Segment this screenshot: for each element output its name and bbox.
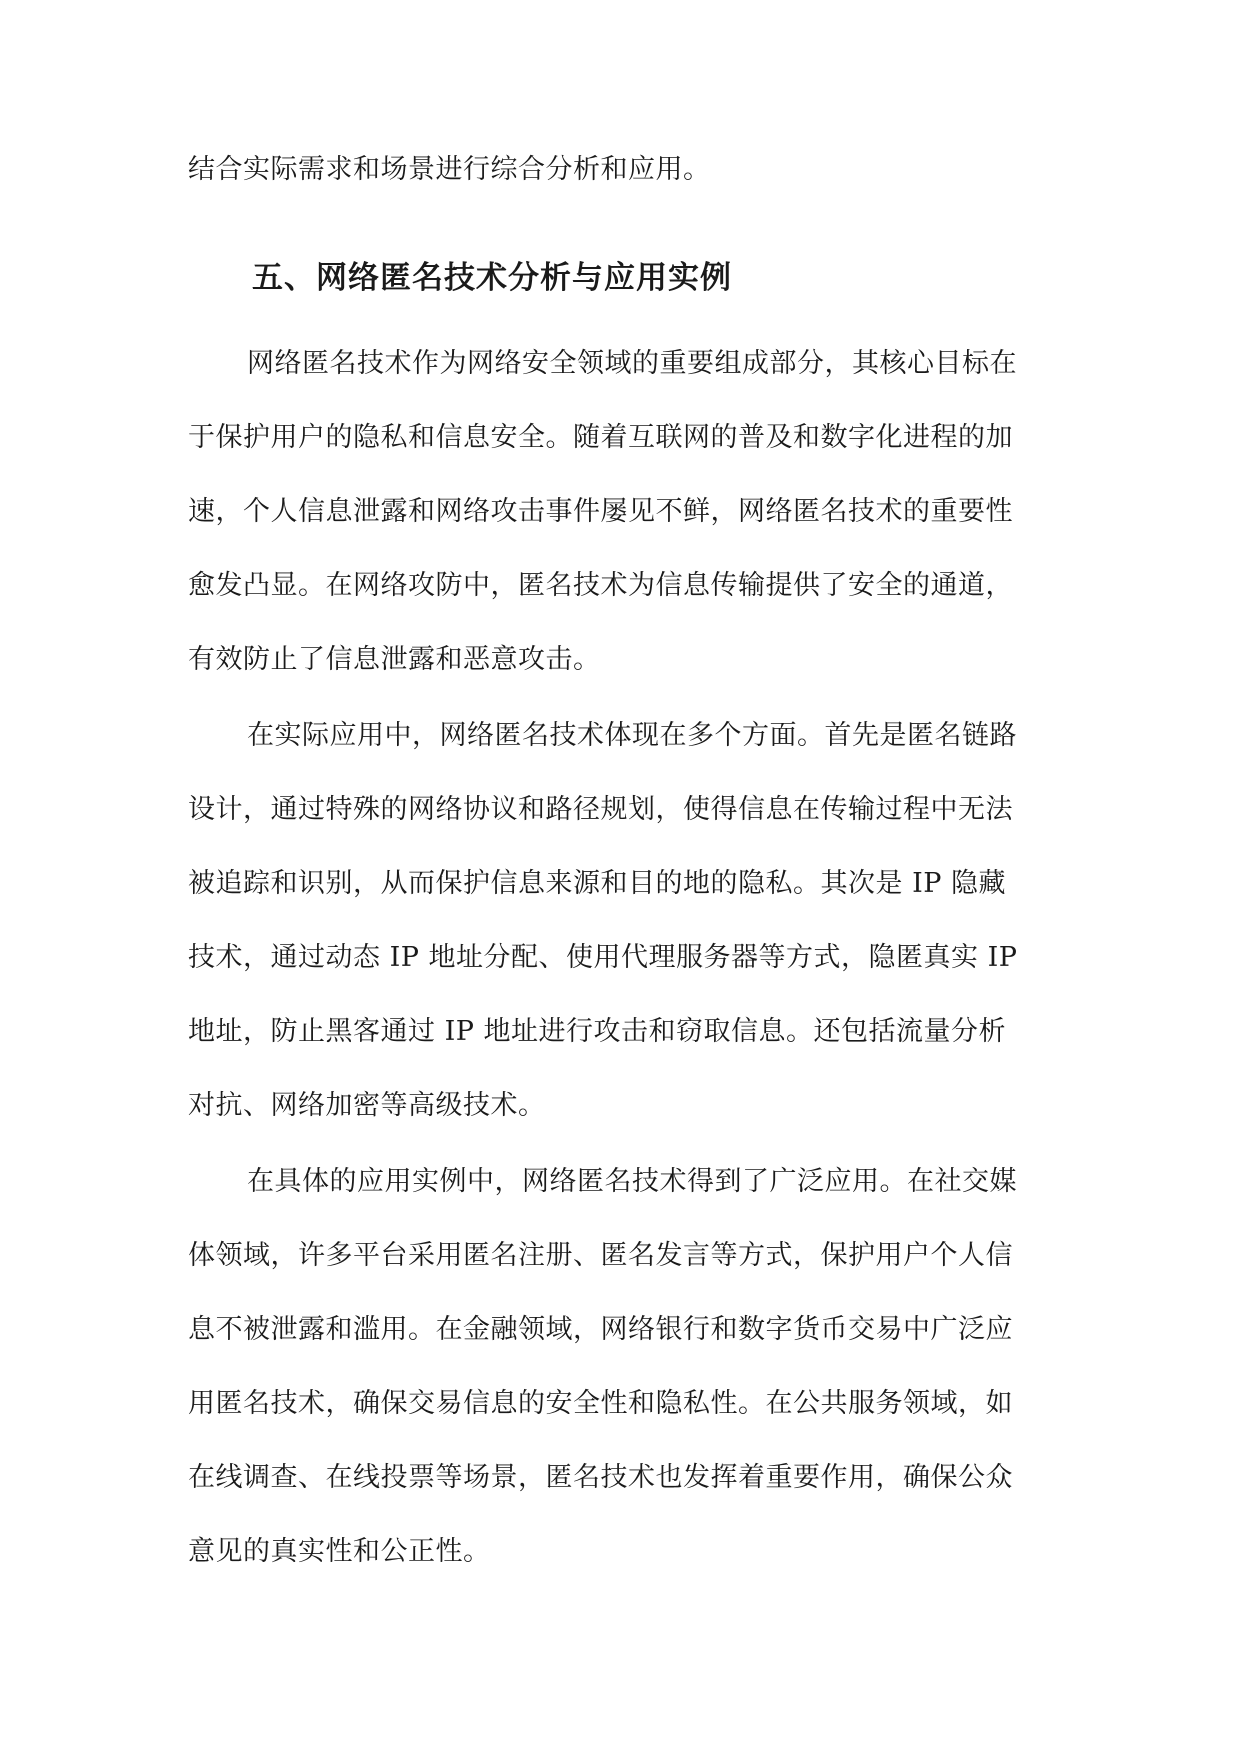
paragraph-line: 在线调查、在线投票等场景，匿名技术也发挥着重要作用，确保公众 [188,1462,1013,1493]
paragraph-line: 用匿名技术，确保交易信息的安全性和隐私性。在公共服务领域，如 [188,1388,1013,1419]
paragraph-line: 于保护用户的隐私和信息安全。随着互联网的普及和数字化进程的加 [188,422,1013,453]
paragraph-line: 网络匿名技术作为网络安全领域的重要组成部分，其核心目标在 [247,348,1017,379]
paragraph-line: 体领域，许多平台采用匿名注册、匿名发言等方式，保护用户个人信 [188,1240,1013,1271]
paragraph-line: 在具体的应用实例中，网络匿名技术得到了广泛应用。在社交媒 [247,1166,1017,1197]
paragraph-line: 在实际应用中，网络匿名技术体现在多个方面。首先是匿名链路 [247,720,1017,751]
section-heading: 五、网络匿名技术分析与应用实例 [252,260,732,296]
paragraph-line: 息不被泄露和滥用。在金融领域，网络银行和数字货币交易中广泛应 [188,1314,1013,1345]
paragraph-line: 对抗、网络加密等高级技术。 [188,1090,546,1121]
paragraph-line: 意见的真实性和公正性。 [188,1536,491,1567]
paragraph-line: 地址，防止黑客通过 IP 地址进行攻击和窃取信息。还包括流量分析 [188,1016,1006,1047]
paragraph-line: 被追踪和识别，从而保护信息来源和目的地的隐私。其次是 IP 隐藏 [188,868,1006,899]
intro-line: 结合实际需求和场景进行综合分析和应用。 [188,154,711,185]
paragraph-line: 速，个人信息泄露和网络攻击事件屡见不鲜，网络匿名技术的重要性 [188,496,1013,527]
paragraph-line: 设计，通过特殊的网络协议和路径规划，使得信息在传输过程中无法 [188,794,1013,825]
paragraph-line: 有效防止了信息泄露和恶意攻击。 [188,644,601,675]
paragraph-line: 愈发凸显。在网络攻防中，匿名技术为信息传输提供了安全的通道， [188,570,1013,601]
paragraph-line: 技术，通过动态 IP 地址分配、使用代理服务器等方式，隐匿真实 IP [188,942,1018,973]
